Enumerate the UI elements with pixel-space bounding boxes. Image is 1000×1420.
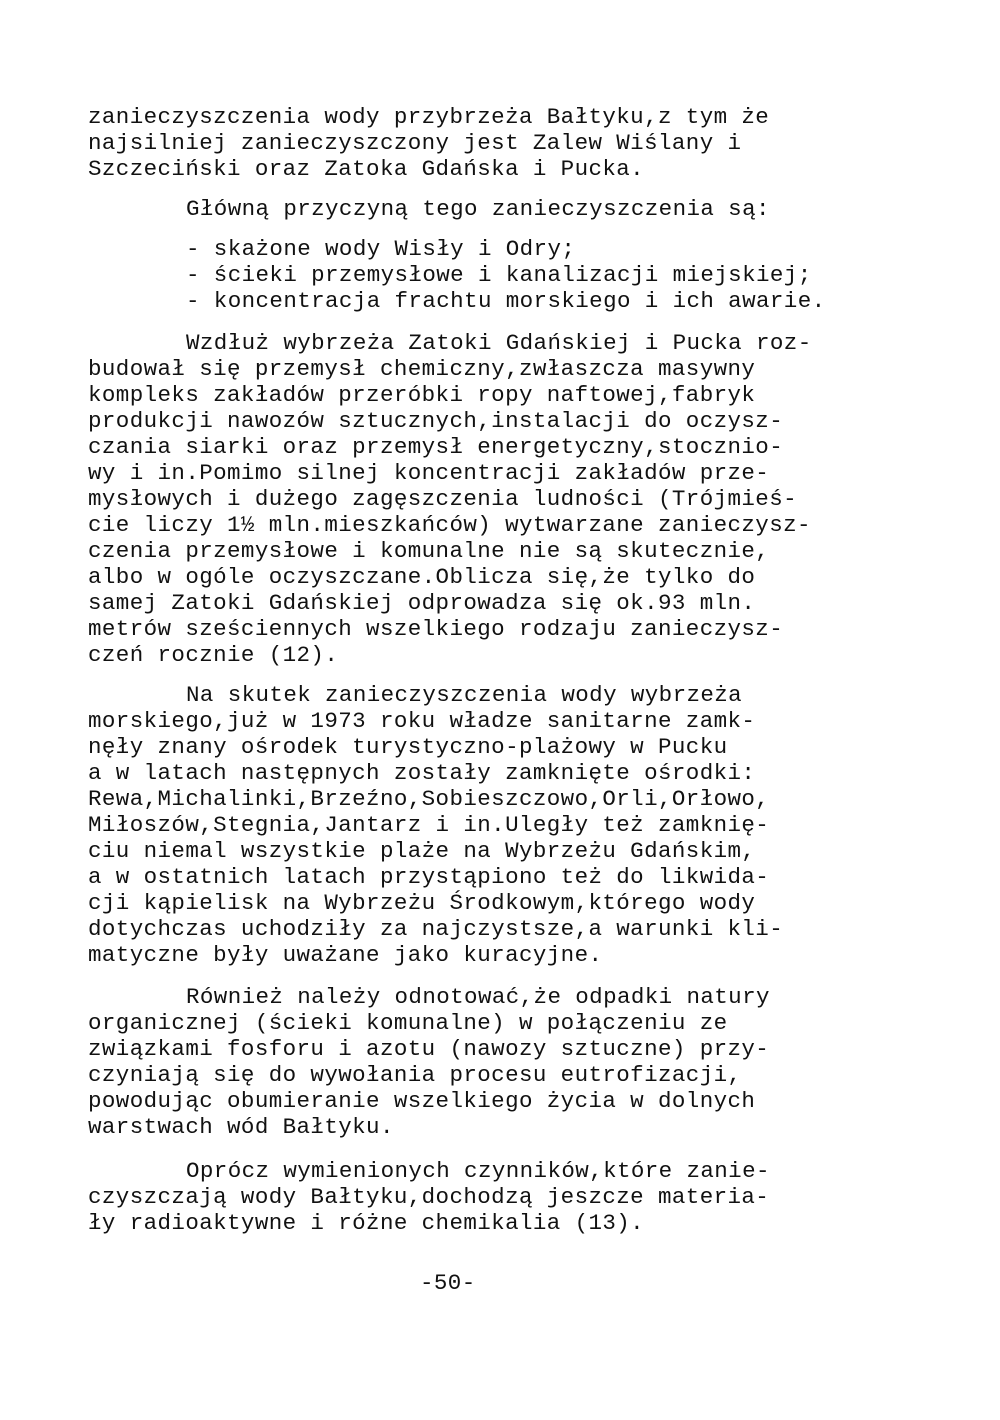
text-line: a w ostatnich latach przystąpiono też do likwida- [88, 864, 770, 890]
text-line: Na skutek zanieczyszczenia wody wybrzeża [186, 682, 743, 708]
text-line: czyszczają wody Bałtyku,dochodzą jeszcze materia- [88, 1184, 770, 1210]
text-line: metrów sześciennych wszelkiego rodzaju zanieczysz- [88, 616, 784, 642]
text-line: ciu niemal wszystkie plaże na Wybrzeżu Gdańskim, [88, 838, 756, 864]
list-item: - koncentracja frachtu morskiego i ich awarie. [186, 288, 826, 314]
text-line: matyczne były uważane jako kuracyjne. [88, 942, 603, 968]
text-line: Miłoszów,Stegnia,Jantarz i in.Uległy też zamknię- [88, 812, 770, 838]
text-line: produkcji nawozów sztucznych,instalacji do oczysz- [88, 408, 784, 434]
text-line: albo w ogóle oczyszczane.Oblicza się,że tylko do [88, 564, 756, 590]
text-line: organicznej (ścieki komunalne) w połączeniu ze [88, 1010, 728, 1036]
text-line: czania siarki oraz przemysł energetyczny,stocznio- [88, 434, 784, 460]
text-line: cie liczy 1½ mln.mieszkańców) wytwarzane zanieczysz- [88, 512, 811, 538]
text-line: warstwach wód Bałtyku. [88, 1114, 394, 1140]
text-line: czenia przemysłowe i komunalne nie są skutecznie, [88, 538, 770, 564]
text-line: kompleks zakładów przeróbki ropy naftowej,fabryk [88, 382, 756, 408]
text-line: a w latach następnych zostały zamknięte ośrodki: [88, 760, 756, 786]
text-line: nęły znany ośrodek turystyczno-plażowy w Pucku [88, 734, 728, 760]
text-line: morskiego,już w 1973 roku władze sanitarne zamk- [88, 708, 756, 734]
text-line: zanieczyszczenia wody przybrzeża Bałtyku,z tym że [88, 104, 770, 130]
text-line: ły radioaktywne i różne chemikalia (13). [88, 1210, 645, 1236]
text-line: czyniają się do wywołania procesu eutrofizacji, [88, 1062, 742, 1088]
text-line: Wzdłuż wybrzeża Zatoki Gdańskiej i Pucka roz- [186, 330, 812, 356]
text-line: dotychczas uchodziły za najczystsze,a warunki kli- [88, 916, 784, 942]
text-line: cji kąpielisk na Wybrzeżu Środkowym,którego wody [88, 890, 756, 916]
page-number: -50- [420, 1270, 476, 1296]
text-line: Oprócz wymienionych czynników,które zanie- [186, 1158, 770, 1184]
text-line: mysłowych i dużego zagęszczenia ludności (Trójmieś- [88, 486, 798, 512]
text-line: związkami fosforu i azotu (nawozy sztuczne) przy- [88, 1036, 770, 1062]
text-line: czeń rocznie (12). [88, 642, 339, 668]
list-item: - skażone wody Wisły i Odry; [186, 236, 576, 262]
text-line: samej Zatoki Gdańskiej odprowadza się ok.93 mln. [88, 590, 756, 616]
text-line: budował się przemysł chemiczny,zwłaszcza masywny [88, 356, 756, 382]
text-line: wy i in.Pomimo silnej koncentracji zakładów prze- [88, 460, 770, 486]
text-line: najsilniej zanieczyszczony jest Zalew Wiślany i [88, 130, 742, 156]
list-item: - ścieki przemysłowe i kanalizacji miejskiej; [186, 262, 812, 288]
text-line: Również należy odnotować,że odpadki natury [186, 984, 770, 1010]
text-line: Szczeciński oraz Zatoka Gdańska i Pucka. [88, 156, 645, 182]
text-line: Główną przyczyną tego zanieczyszczenia są: [186, 196, 770, 222]
text-line: powodując obumieranie wszelkiego życia w dolnych [88, 1088, 756, 1114]
text-line: Rewa,Michalinki,Brzeźno,Sobieszczowo,Orli,Orłowo, [88, 786, 770, 812]
